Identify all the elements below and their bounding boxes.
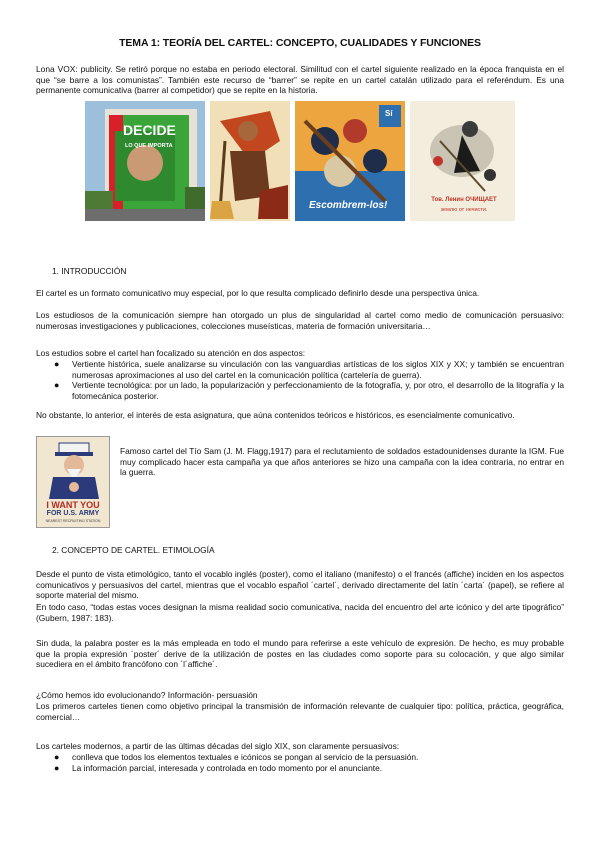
section-2-paragraph-3: Sin duda, la palabra poster es la más empleada en todo el mundo para referirse a este vehículo de expresión. De hecho, es muy probable que la propia expresión ´poster´ derive de la utilización de postes en las ciudades como soporte para su colocación, y que algo similar sucediera en el ámbito francófono con ´l´affiche´.	[36, 638, 564, 670]
list-item-text: La información parcial, interesada y controlada en todo momento por el anunciante.	[72, 762, 383, 773]
lenin-broom-poster-image	[410, 101, 515, 221]
section-1-paragraph-1: El cartel es un formato comunicativo muy especial, por lo que resulta complicado definirlo desde una perspectiva única.	[36, 288, 480, 298]
list-item	[36, 359, 564, 380]
section-2-bullet-list	[36, 752, 564, 773]
lenin-poster-text: Тов. Ленин ОЧИЩАЕТ	[431, 197, 497, 203]
section-2-paragraph-4: Los primeros carteles tienen como objetivo principal la transmisión de información relevante de cualquier tipo: política, práctica, geográfica, comercial…	[36, 701, 564, 722]
escombrem-badge: Sí	[385, 109, 393, 118]
bullet-icon: ●	[54, 359, 60, 369]
uncle-sam-line-3: NEAREST RECRUITING STATION	[45, 519, 101, 523]
franquista-broom-poster-image	[210, 101, 290, 221]
lenin-poster-subtext: землю от нечисти.	[440, 207, 488, 213]
section-1-bullet-list	[36, 359, 564, 401]
uncle-sam-line-2: FOR U.S. ARMY	[46, 510, 100, 517]
vox-banner-subtext: LO QUE IMPORTA	[125, 143, 173, 149]
list-item-text: conlleva que todos los elementos textuales e icónicos se pongan al servicio de la persuasión.	[72, 752, 419, 762]
section-2-heading: 2. CONCEPTO DE CARTEL. ETIMOLOGÍA	[52, 545, 215, 555]
section-1-paragraph-3: Los estudios sobre el cartel han focalizado su atención en dos aspectos:	[36, 348, 306, 358]
vox-banner-image	[85, 101, 205, 221]
list-item	[36, 763, 564, 774]
escombrem-los-poster-image	[295, 101, 405, 221]
intro-paragraph: Lona VOX: publicity. Se retiró porque no estaba en periodo electoral. Similitud con el cartel siguiente realizado en la época franquista en el que “se barre a los comunistas”. También este recurso de “barrer” se repite en un cartel catalán utilizado para el referéndum. Es una permanente comunicativa (barrer al competidor) que se repite en la historia.	[36, 64, 564, 96]
list-item	[36, 380, 564, 401]
bullet-icon: ●	[54, 752, 60, 762]
list-item-text: Vertiente histórica, suele analizarse su vinculación con las vanguardias artísticas de los siglos XIX y XX; y también se encuentran numerosas aproximaciones al uso del cartel en la comunicación política (cartelería de guerra).	[72, 359, 564, 380]
section-2-paragraph-1: Desde el punto de vista etimológico, tanto el vocablo inglés (poster), como el italiano (manifesto) o el francés (affiche) inciden en los aspectos comunicativos y persuasivos del cartel, mientras que el vocablo español ´cartel´, derivado directamente del latín ´carta´ (papel), se refiere al soporte material del mismo.	[36, 569, 564, 601]
section-1-paragraph-2: Los estudiosos de la comunicación siempre han otorgado un plus de singularidad al cartel como medio de comunicación persuasivo: numerosas investigaciones y publicaciones, colecciones museísticas, materia de formación universitaria…	[36, 310, 564, 331]
section-1-paragraph-4: No obstante, lo anterior, el interés de esta asignatura, que aúna contenidos teóricos e históricos, es esencialmente comunicativo.	[36, 410, 515, 420]
poster-image-strip	[85, 101, 515, 221]
uncle-sam-poster-image	[36, 436, 110, 528]
section-2-question: ¿Cómo hemos ido evolucionando? Información- persuasión	[36, 690, 258, 700]
section-1-heading: 1. INTRODUCCIÓN	[52, 266, 127, 276]
escombrem-text: Escombrem-los!	[309, 200, 388, 211]
document-title: TEMA 1: TEORÍA DEL CARTEL: CONCEPTO, CUALIDADES Y FUNCIONES	[119, 37, 481, 49]
list-item-text: Vertiente tecnológica: por un lado, la popularización y perfeccionamiento de la fotografía, y, por otro, el desarrollo de la litografía y la fotomecánica posterior.	[72, 380, 564, 401]
uncle-sam-caption: Famoso cartel del Tío Sam (J. M. Flagg,1917) para el reclutamiento de soldados estadounidenses durante la IGM. Fue muy complicado hacer esta campaña ya que años anteriores se hizo una campaña con la idea contraria, no entrar en la guerra.	[120, 446, 564, 478]
list-item	[36, 752, 564, 763]
bullet-icon: ●	[54, 762, 60, 773]
section-2-paragraph-5: Los carteles modernos, a partir de las últimas décadas del siglo XIX, son claramente persuasivos:	[36, 741, 400, 751]
vox-banner-text: DECIDE	[123, 122, 176, 138]
uncle-sam-line-1: I WANT YOU	[46, 500, 100, 510]
bullet-icon: ●	[54, 380, 60, 391]
section-2-paragraph-2: En todo caso, “todas estas voces designan la misma realidad socio comunicativa, nacida del encuentro del arte icónico y del arte tipográfico” (Gubern, 1987: 183).	[36, 602, 564, 623]
